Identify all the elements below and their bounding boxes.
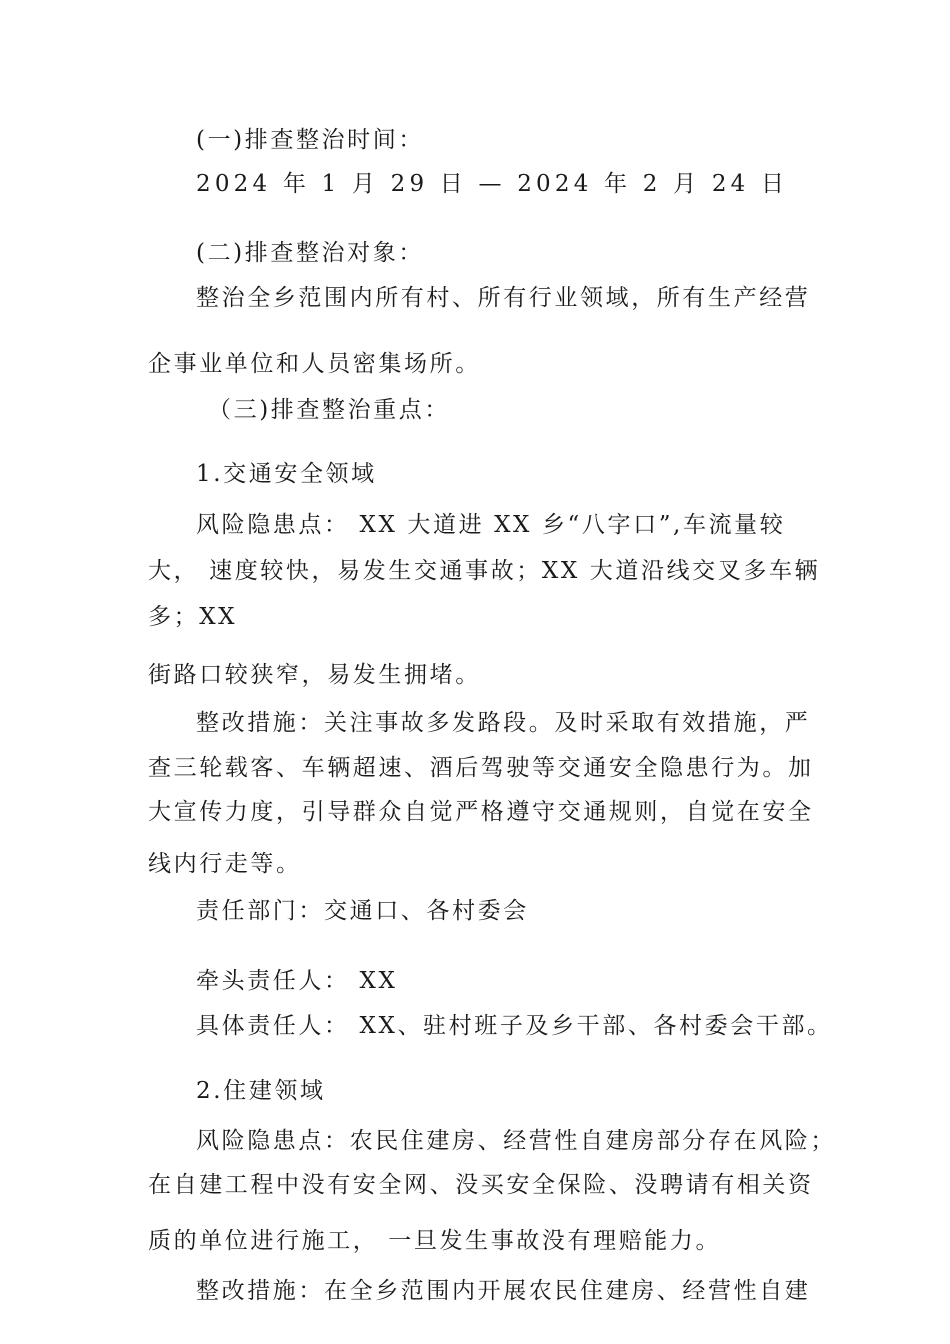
section-heading-time: (一)排查整治时间： — [196, 127, 424, 153]
body-line: 企事业单位和人员密集场所。 — [148, 351, 481, 377]
date-range-line: 2024 年 1 月 29 日 — 2024 年 2 月 24 日 — [196, 171, 789, 197]
body-line: 线内行走等。 — [148, 851, 302, 877]
responsible-department: 责任部门：交通口、各村委会 — [196, 898, 529, 924]
body-line: 查三轮载客、车辆超速、酒后驾驶等交通安全隐患行为。加 — [148, 755, 814, 781]
body-line: 在自建工程中没有安全网、没买安全保险、没聘请有相关资 — [148, 1172, 814, 1198]
specific-responsible-person: 具体责任人： XX、驻村班子及乡干部、各村委会干部。 — [196, 1013, 833, 1039]
body-line: 质的单位进行施工， 一旦发生事故没有理赔能力。 — [148, 1228, 722, 1254]
subsection-heading-traffic: 1.交通安全领域 — [196, 461, 377, 487]
lead-responsible-person: 牵头责任人： XX — [196, 968, 398, 994]
body-line: 街路口较狭窄，易发生拥堵。 — [148, 662, 481, 688]
body-line: 整治全乡范围内所有村、所有行业领域，所有生产经营 — [196, 285, 811, 311]
section-heading-target: (二)排查整治对象： — [196, 240, 424, 266]
section-heading-focus: （三)排查整治重点： — [208, 397, 450, 423]
body-line: 风险隐患点： XX 大道进 XX 乡“八字口”,车流量较 — [196, 512, 786, 538]
body-line: 风险隐患点：农民住建房、经营性自建房部分存在风险； — [196, 1128, 836, 1154]
body-line: 整改措施：在全乡范围内开展农民住建房、经营性自建 — [196, 1278, 811, 1304]
body-line: 整改措施：关注事故多发路段。及时采取有效措施，严 — [196, 710, 811, 736]
body-line: 大， 速度较快，易发生交通事故；XX 大道沿线交叉多车辆 — [148, 558, 821, 584]
body-line: 多；XX — [148, 604, 238, 630]
subsection-heading-housing: 2.住建领域 — [196, 1078, 326, 1104]
body-line: 大宣传力度，引导群众自觉严格遵守交通规则，自觉在安全 — [148, 799, 814, 825]
